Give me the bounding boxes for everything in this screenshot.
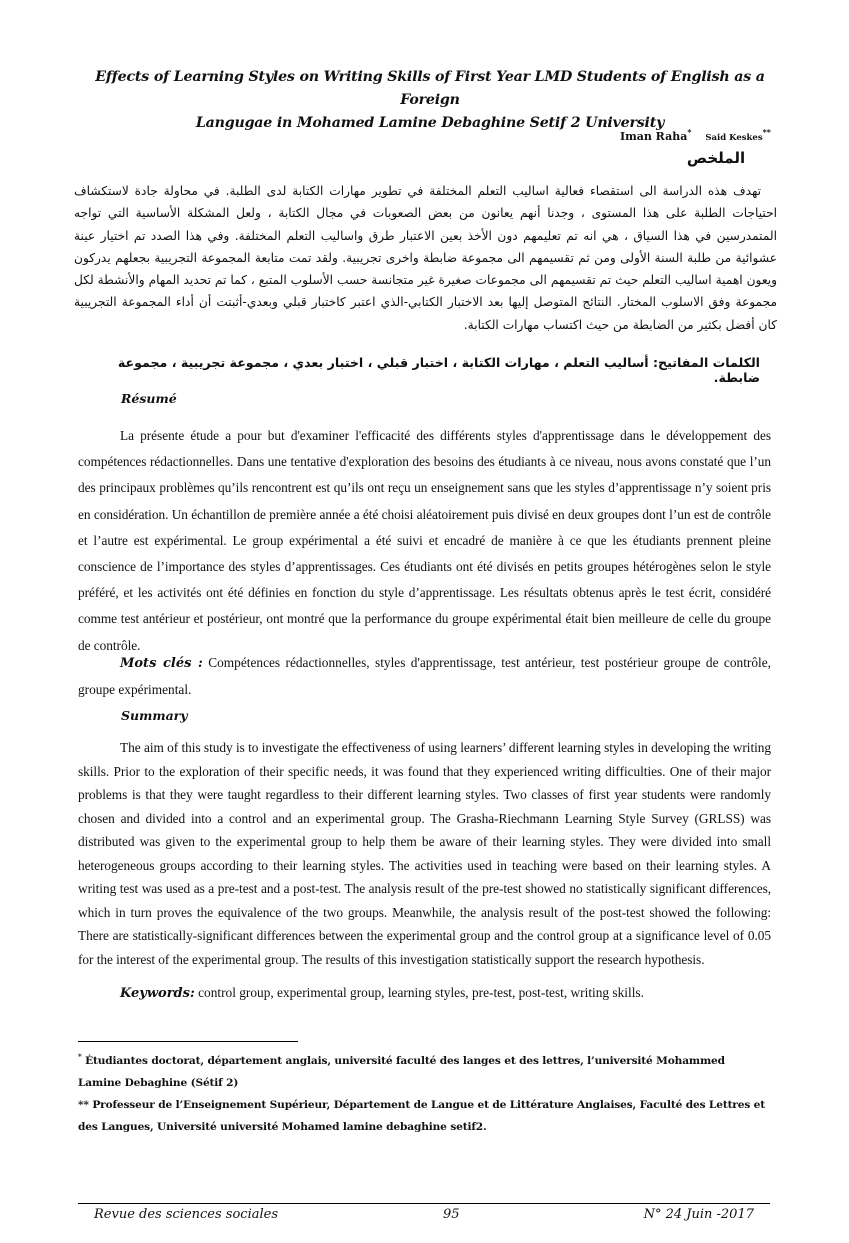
footnote-1 [78, 1046, 768, 1094]
footnote-2 [78, 1094, 768, 1138]
arabic-abstract-heading: الملخص [686, 149, 746, 167]
english-keywords-label: Keywords: [120, 986, 195, 1001]
paper-title [80, 66, 780, 135]
page-number: 95 [443, 1207, 460, 1222]
french-abstract-body: La présente étude a pour but d'examiner l'efficacité des différents styles d'apprentissage dans le développement des compétences rédactionnelles. Dans une tentative d'exploration des besoins des étudiants à ce niveau, nous avons constaté que l’un des principaux problèmes qu’ils rencontrent est qu’ils ont reçu un enseignement sans que les styles d’apprentissage n’y soient pris en considération. Un échantillon de première année a été choisi aléatoirement puis divisé en deux groupes dont l’un est de contrôle et l’autre est expérimental. Le group expérimental a été suivi et encadré de manière à ce que les étudiants prennent pleine conscience de l’importance des styles d’apprentissages. Ces étudiants ont été divisés en petits groupes hétérogènes selon le style préféré, et les activités ont été définies en fonction du style d’apprentissage. Les résultats obtenus après le test écrit, considéré comme test antérieur et postérieur, ont montré que la performance du groupe expérimental était bien meilleure de celle du groupe de contrôle. [78, 428, 771, 653]
french-keywords-text: Compétences rédactionnelles, styles d'apprentissage, test antérieur, test postérieur groupe de contrôle, groupe expérimental. [78, 655, 771, 697]
issue-info: N° 24 Juin -2017 [643, 1207, 754, 1222]
arabic-keywords-text: أساليب التعلم ، مهارات الكتابة ، اختبار قبلي ، اختبار بعدي ، مجموعة تجريبية ، مجموعة ضابطة. [117, 355, 760, 385]
footnote-1-text: Étudiantes doctorat, département anglais, université faculté des langes et des lettres, l’université Mohammed Lamine Debaghine (Sétif 2) [78, 1055, 725, 1089]
footer-separator [78, 1203, 770, 1204]
english-abstract-heading: Summary [121, 708, 188, 723]
english-keywords-text: control group, experimental group, learning styles, pre-test, post-test, writing skills. [198, 985, 644, 1000]
title-line-2: Langugae in Mohamed Lamine Debaghine Setif 2 University [195, 115, 665, 131]
title-line-1: Effects of Learning Styles on Writing Skills of First Year LMD Students of English as a Foreign [95, 69, 765, 108]
author-1-footnote-mark: * [687, 127, 692, 137]
arabic-keywords-label: الكلمات المفاتيح: [653, 355, 760, 370]
footnotes [78, 1046, 768, 1138]
arabic-abstract-body: تهدف هذه الدراسة الى استقصاء فعالية اساليب التعلم المختلفة في تطوير مهارات الكتابة لدى الطلبة. في محاولة جادة لاستكشاف احتياجات الطلبة على هذا المستوى ، وجدنا أنهم يعانون من بعض الصعوبات في مجال الكتابة ، ولعل المشكلة الأساسية التي تواجه المتمدرسين في هذا السياق ، هي انه تم تعليمهم دون الأخذ بعين الاعتبار طرق واساليب التعلم المختلفة. وفي هذا الصدد تم اختيار عينة عشوائية من طلبة السنة الأولى ومن ثم تقسيمهم الى مجموعة ضابطة واخرى تجريبية. ولقد تمت متابعة المجموعة التجريبية بجعلهم يدركون ويعون اهمية اساليب التعلم حيث تم تقسيمهم الى مجموعات صغيرة غير متجانسة حسب الأسلوب المتبع ، كما تم تحديد المهام والأنشطة لكل مجموعة وفق الاسلوب المختار. النتائج المتوصل إليها بعد الاختبار الكتابي-الذي اعتبر كاختبار قبلي وبعدي-أثبتت أن أداء المجموعة التجريبية كان أفضل بكثير من الضابطة من حيث اكتساب مهارات الكتابة. [74, 184, 777, 332]
footnote-2-mark: ** [78, 1099, 89, 1111]
french-keywords [78, 650, 771, 703]
english-abstract-body: The aim of this study is to investigate the effectiveness of using learners’ different learning styles in developing the writing skills. Prior to the exploration of their specific needs, it was found that they experienced writing difficulties. One of their major problems is that they were taught regardless to their different learning styles. Two classes of first year students were randomly chosen and divided into a control and an experimental group. The Grasha-Riechmann Learning Style Survey (GRLSS) was distributed was given to the experimental group to help them be aware of their learning styles. They were divided into small heterogeneous groups according to their learning styles. The activities used in teaching were based on their learning styles. A writing test was used as a pre-test and a post-test. The analysis result of the pre-test showed no statistically significant differences, which in turn proves the equivalence of the two groups. Meanwhile, the analysis result of the post-test showed the following: There are statistically-significant differences between the experimental group and the control group at a significance level of 0.05 for the interest of the experimental group. The results of this investigation statistically support the research hypothesis. [78, 740, 771, 967]
author-2-footnote-mark: ** [762, 127, 771, 137]
journal-name: Revue des sciences sociales [94, 1207, 279, 1222]
footnote-2-text: Professeur de l’Enseignement Supérieur, Département de Langue et de Littérature Anglaises, Faculté des Lettres et des Langues, Université université Mohamed lamine debaghine setif2. [78, 1099, 766, 1133]
footnote-1-mark: * [78, 1052, 82, 1061]
french-keywords-label: Mots clés : [120, 656, 203, 671]
author-1: Iman Raha [619, 130, 688, 143]
page-footer [94, 1207, 754, 1222]
footnote-separator [78, 1041, 298, 1042]
arabic-keywords [100, 355, 760, 385]
author-2: Said Keskes [705, 133, 763, 143]
author-list [620, 127, 771, 143]
english-keywords [78, 982, 771, 1005]
french-abstract-heading: Résumé [121, 391, 177, 406]
